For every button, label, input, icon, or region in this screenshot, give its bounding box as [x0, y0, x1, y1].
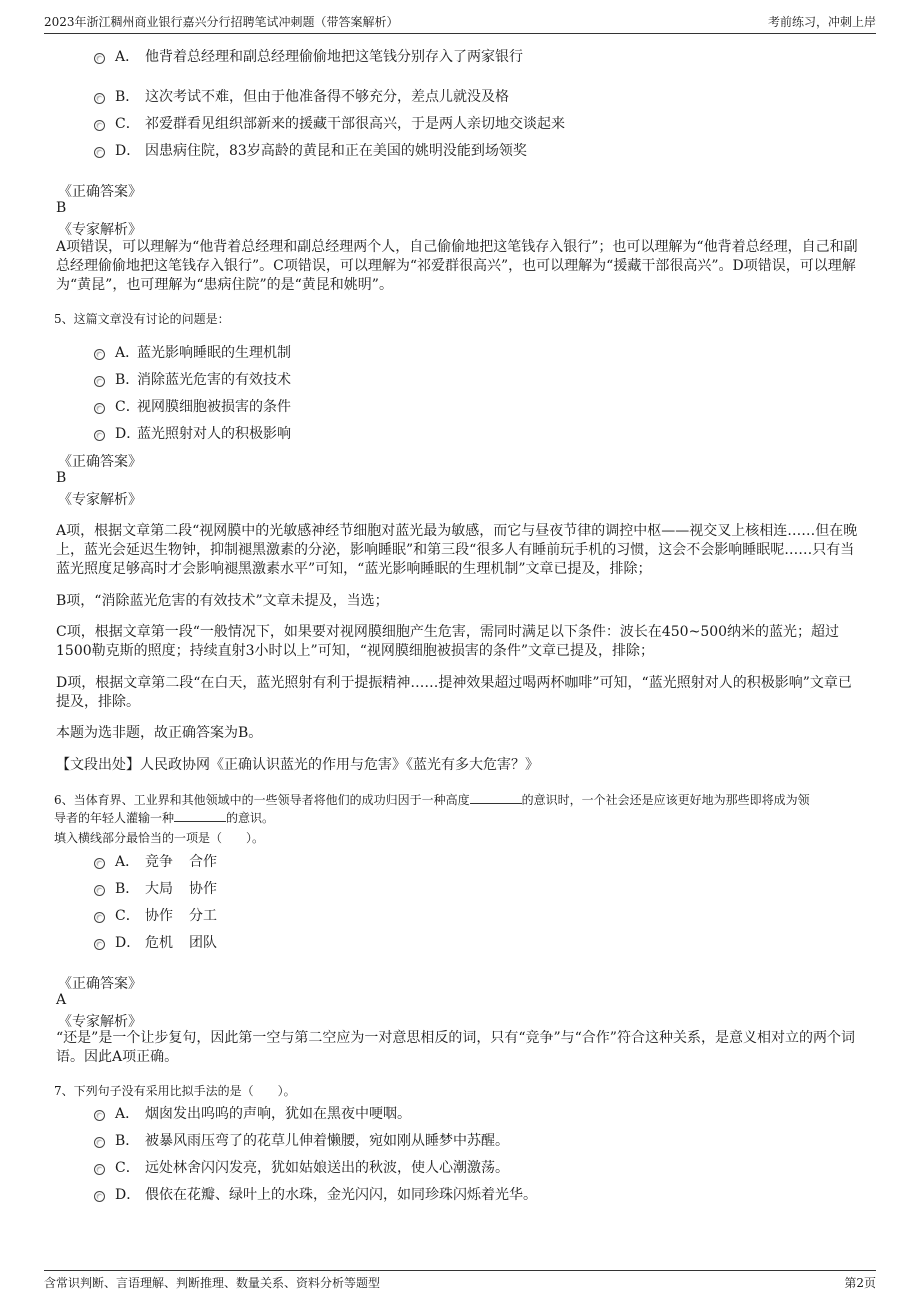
page-footer — [44, 1270, 876, 1294]
q5-option-a[interactable]: A． 蓝光影响睡眠的生理机制 — [94, 342, 291, 362]
q4-answer: B — [56, 200, 67, 216]
q6-instruction: 填入横线部分最恰当的一项是（ ）。 — [54, 831, 265, 845]
q5-source: 【文段出处】人民政协网《正确认识蓝光的作用与危害》《蓝光有多大危害？》 — [56, 757, 539, 773]
radio-icon[interactable] — [94, 1191, 105, 1202]
q6-option-c[interactable]: C． 协作 分工 — [94, 905, 217, 925]
q6-option-b[interactable]: B． 大局 协作 — [94, 878, 217, 898]
q7-question: 7、下列句子没有采用比拟手法的是（ ）。 — [54, 1084, 296, 1098]
radio-icon[interactable] — [94, 93, 105, 104]
q5-analysis-c: C项，根据文章第一段“一般情况下，如果要对视网膜细胞产生危害，需同时满足以下条件：波长在450~500纳米的蓝光；超过1500勒克斯的照度；持续直射3小时以上”可知，“视网膜细胞被损害的条件”文章已提及，排除； — [56, 624, 840, 659]
q5-option-b[interactable]: B． 消除蓝光危害的有效技术 — [94, 369, 291, 389]
q7-option-c[interactable]: C． 远处林舍闪闪发亮，犹如姑娘送出的秋波，使人心潮激荡。 — [94, 1157, 509, 1177]
q5-analysis-d: D项，根据文章第二段“在白天，蓝光照射有利于提振精神……提神效果超过喝两杯咖啡”可知，“蓝光照射对人的积极影响”文章已提及，排除。 — [56, 675, 852, 710]
q6-analysis: “还是”是一个让步复句，因此第一空与第二空应为一对意思相反的词，只有“竞争”与“合作”符合这种关系，是意义相对立的两个词语。因此A项正确。 — [56, 1030, 855, 1065]
option-text: 蓝光照射对人的积极影响 — [137, 426, 291, 442]
q5-analysis-label: 《专家解析》 — [58, 492, 142, 508]
radio-icon[interactable] — [94, 430, 105, 441]
q6-option-d[interactable]: D． 危机 团队 — [94, 932, 217, 952]
q5-conclusion: 本题为选非题，故正确答案为B。 — [56, 725, 263, 741]
q4-option-c[interactable]: C． 祁爱群看见组织部新来的援藏干部很高兴，于是两人亲切地交谈起来 — [94, 113, 565, 133]
radio-icon[interactable] — [94, 120, 105, 131]
radio-icon[interactable] — [94, 147, 105, 158]
option-text: 视网膜细胞被损害的条件 — [137, 399, 291, 415]
q4-answer-label: 《正确答案》 — [58, 184, 142, 200]
q5-analysis-b: B项，“消除蓝光危害的有效技术”文章未提及，当选； — [56, 593, 389, 609]
q5-option-d[interactable]: D． 蓝光照射对人的积极影响 — [94, 423, 291, 443]
q6-analysis-label: 《专家解析》 — [58, 1014, 142, 1030]
blank-1 — [470, 793, 522, 804]
page-number: 第2页 — [844, 1276, 876, 1290]
radio-icon[interactable] — [94, 376, 105, 387]
option-text: 消除蓝光危害的有效技术 — [137, 372, 291, 388]
radio-icon[interactable] — [94, 349, 105, 360]
q4-option-d[interactable]: D． 因患病住院，83岁高龄的黄昆和正在美国的姚明没能到场领奖 — [94, 140, 527, 160]
q5-answer-label: 《正确答案》 — [58, 454, 142, 470]
option-text: 因患病住院，83岁高龄的黄昆和正在美国的姚明没能到场领奖 — [145, 143, 527, 159]
q4-analysis: A项错误，可以理解为“他背着总经理和副总经理两个人，自己偷偷地把这笔钱存入银行”；也可以理解为“他背着总经理，自己和副总经理偷偷地把这笔钱存入银行”。C项错误，可以理解为“祁爱群很高兴”，也可以理解为“援藏干部很高兴”。D项错误，可以理解为“黄昆”，也可理解为“患病住院”的是“黄昆和姚明”。 — [56, 239, 858, 293]
option-text: 这次考试不难，但由于他准备得不够充分，差点儿就没及格 — [145, 89, 509, 105]
q6-answer-label: 《正确答案》 — [58, 976, 142, 992]
footer-note: 含常识判断、言语理解、判断推理、数量关系、资料分析等题型 — [44, 1276, 381, 1290]
q4-analysis-label: 《专家解析》 — [58, 222, 142, 238]
q5-analysis-a: A项，根据文章第二段“视网膜中的光敏感神经节细胞对蓝光最为敏感，而它与昼夜节律的调控中枢——视交叉上核相连……但在晚上，蓝光会延迟生物钟，抑制褪黑激素的分泌，影响睡眠”和第三段“很多人有睡前玩手机的习惯，这会不会影响睡眠呢……只有当蓝光照度足够高时才会影响褪黑激素水平”可知，“蓝光影响睡眠的生理机制”文章已提及，排除； — [56, 523, 858, 577]
q7-option-b[interactable]: B． 被暴风雨压弯了的花草儿伸着懒腰，宛如刚从睡梦中苏醒。 — [94, 1130, 509, 1150]
option-text: 他背着总经理和副总经理偷偷地把这笔钱分别存入了两家银行 — [145, 49, 523, 65]
q6-answer: A — [56, 992, 67, 1008]
q4-option-b[interactable]: B． 这次考试不难，但由于他准备得不够充分，差点儿就没及格 — [94, 86, 509, 106]
header-title: 2023年浙江稠州商业银行嘉兴分行招聘笔试冲刺题（带答案解析） — [44, 15, 399, 29]
q5-option-c[interactable]: C． 视网膜细胞被损害的条件 — [94, 396, 291, 416]
option-text: 偎依在花瓣、绿叶上的水珠，金光闪闪，如同珍珠闪烁着光华。 — [145, 1187, 537, 1203]
page-header — [44, 10, 876, 34]
radio-icon[interactable] — [94, 912, 105, 923]
option-text: 祁爱群看见组织部新来的援藏干部很高兴，于是两人亲切地交谈起来 — [145, 116, 565, 132]
option-text: 远处林舍闪闪发亮，犹如姑娘送出的秋波，使人心潮激荡。 — [145, 1160, 509, 1176]
q7-option-a[interactable]: A． 烟囱发出呜呜的声响，犹如在黑夜中哽咽。 — [94, 1103, 411, 1123]
q5-answer: B — [56, 470, 67, 486]
header-slogan: 考前练习，冲刺上岸 — [767, 15, 876, 29]
q6-question: 6、当体育界、工业界和其他领域中的一些领导者将他们的成功归因于一种高度 的意识时，一个社会还是应该更好地为那些即将成为领 导者的年轻人灌输一种 的意识。 — [54, 793, 810, 825]
option-text: 烟囱发出呜呜的声响，犹如在黑夜中哽咽。 — [145, 1106, 411, 1122]
radio-icon[interactable] — [94, 403, 105, 414]
radio-icon[interactable] — [94, 1110, 105, 1121]
radio-icon[interactable] — [94, 858, 105, 869]
option-text: 被暴风雨压弯了的花草儿伸着懒腰，宛如刚从睡梦中苏醒。 — [145, 1133, 509, 1149]
q7-option-d[interactable]: D． 偎依在花瓣、绿叶上的水珠，金光闪闪，如同珍珠闪烁着光华。 — [94, 1184, 537, 1204]
option-text: 蓝光影响睡眠的生理机制 — [137, 345, 291, 361]
q4-option-a[interactable]: A． 他背着总经理和副总经理偷偷地把这笔钱分别存入了两家银行 — [94, 46, 523, 66]
radio-icon[interactable] — [94, 1164, 105, 1175]
radio-icon[interactable] — [94, 885, 105, 896]
q5-question: 5、这篇文章没有讨论的问题是： — [54, 312, 230, 326]
blank-2 — [174, 811, 226, 822]
radio-icon[interactable] — [94, 53, 105, 64]
q6-option-a[interactable]: A． 竞争 合作 — [94, 851, 217, 871]
radio-icon[interactable] — [94, 939, 105, 950]
radio-icon[interactable] — [94, 1137, 105, 1148]
